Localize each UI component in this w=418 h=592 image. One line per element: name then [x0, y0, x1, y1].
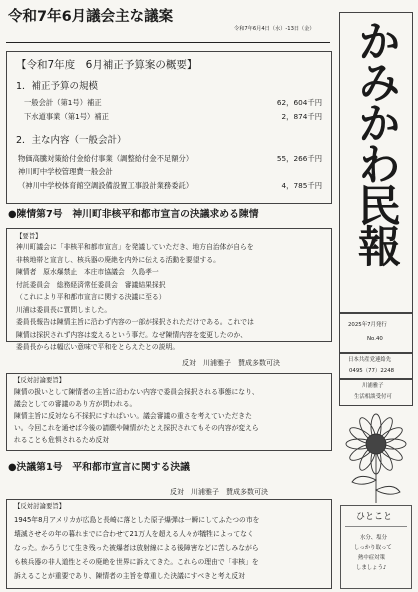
budget-row-label: 下水道事業（第1号）補正 — [24, 112, 109, 121]
phone: 0495（77）2248 — [349, 368, 395, 374]
budget-row-label: 一般会計（第1号）補正 — [24, 98, 102, 107]
resolution-vote: 反対 川浦雅子 賛成多数可決 — [170, 488, 268, 496]
hitokoto-divider — [345, 526, 407, 527]
issue-number: No.40 — [367, 336, 383, 342]
hitokoto-line: しっかり取って — [354, 545, 392, 551]
consultation: 生活相談受付可 — [354, 394, 392, 400]
budget-section-scale: 1．補正予算の規模 — [16, 81, 99, 92]
sunflower-icon — [340, 410, 412, 504]
hitokoto-title: ひとこと — [356, 512, 393, 522]
hitokoto-line: 水分、塩分 — [360, 535, 387, 541]
hitokoto-box — [340, 505, 412, 589]
person-name: 川浦雅子 — [362, 383, 384, 389]
issue-box — [339, 312, 413, 354]
consult-box — [339, 378, 413, 406]
hitokoto-line: しましょう♪ — [356, 565, 387, 571]
page-title: 令和7年6月議会主な議案 — [8, 9, 174, 25]
reason-heading: 【反対討論要旨】 — [14, 502, 66, 510]
budget-row-label: （神川中学校体育館空調設備設置工事設計業務委託） — [18, 181, 194, 190]
resolution-reason: 1945年8月アメリカが広島と長崎に落とした原子爆弾は一瞬にしてふたつの市を 壊滅させその年の暮れまでに合わせて21万人を超える人々が犠牲によってなく なった。かろうじて生き残った被爆者は放射線による後障害などに苦しみながら も核兵器の非人道性とその廃絶を世界に訴えてきた。これらの理由で「非核」を 訴えることが重要であり、陳情者の主旨を尊重した決議にすべきと考え反対 — [14, 516, 260, 580]
masthead-box — [339, 12, 413, 314]
budget-row-label: 神川町中学校管理費一般会計 — [18, 167, 113, 176]
budget-section-content: 2．主な内容（一般会計） — [16, 135, 127, 146]
summary-heading: 【要旨】 — [16, 232, 42, 240]
petition-vote: 反対 川浦雅子 賛成多数可決 — [182, 359, 280, 367]
budget-title: 【令和7年度 6月補正予算案の概要】 — [16, 59, 198, 71]
issue-date: 2025年7月発行 — [348, 322, 387, 328]
masthead-title: かみかわ民報 — [351, 19, 401, 265]
budget-row-value: 55，266千円 — [276, 154, 322, 163]
petition-summary: 神川町議会に「非核平和都市宣言」を発議していただき、地方自治体が自らを 非核地帯と宣言し、核兵器の廃絶を内外に伝える活動を要望する。 陳情者 原水爆禁止 本庄市協議会 久島孝一 付託委員会 総務経済常任委員会 審議結果採択 （これにより平和都市宣言に関する決議に至る） 川浦は委員長に質問しました。 委員長報告は陳情主旨に沿わず内容の一部が採択されただけである。これでは 陳情は採択されず内容は変えるという事だ。なぜ陳情内容を変更したのか、 — [16, 243, 254, 339]
hitokoto-line: 熱中症対策 — [358, 555, 385, 561]
budget-row-value: 4，785千円 — [281, 181, 322, 190]
publisher: 日本共産党連絡先 — [348, 357, 392, 363]
reason-heading: 【反対討論要旨】 — [14, 376, 66, 384]
contact-box — [339, 352, 413, 380]
petition-summary-end: 委員長からは幅広い意味で平和をとらえたとの説明。 — [16, 343, 180, 351]
budget-row-label: 物価高騰対策給付金給付事業（調整給付金不足額分） — [18, 154, 194, 163]
budget-row-value: 2，874千円 — [281, 112, 322, 121]
petition-reason: 陳情の扱いとして陳情者の主旨に沿わない内容で委員会採択される事態になり、 議会としての審議のあり方が問われる。 陳情主旨に反対なら不採択にすればいい。議会審議の重さを考えていただきた い。今回これを通せば今後の請願や陳情がたとえ採択されてもその内容が変えら れることも危惧されるため反対 — [14, 388, 259, 444]
header-divider — [6, 42, 330, 43]
petition-heading: ●陳情第7号 神川町非核平和都市宣言の決議求める陳情 — [8, 209, 259, 220]
budget-row-value: 62，604千円 — [276, 98, 322, 107]
session-dates: 令和7年6月4日（水）-13日（金） — [234, 26, 315, 32]
resolution-heading: ●決議第1号 平和都市宣言に関する決議 — [8, 462, 190, 473]
